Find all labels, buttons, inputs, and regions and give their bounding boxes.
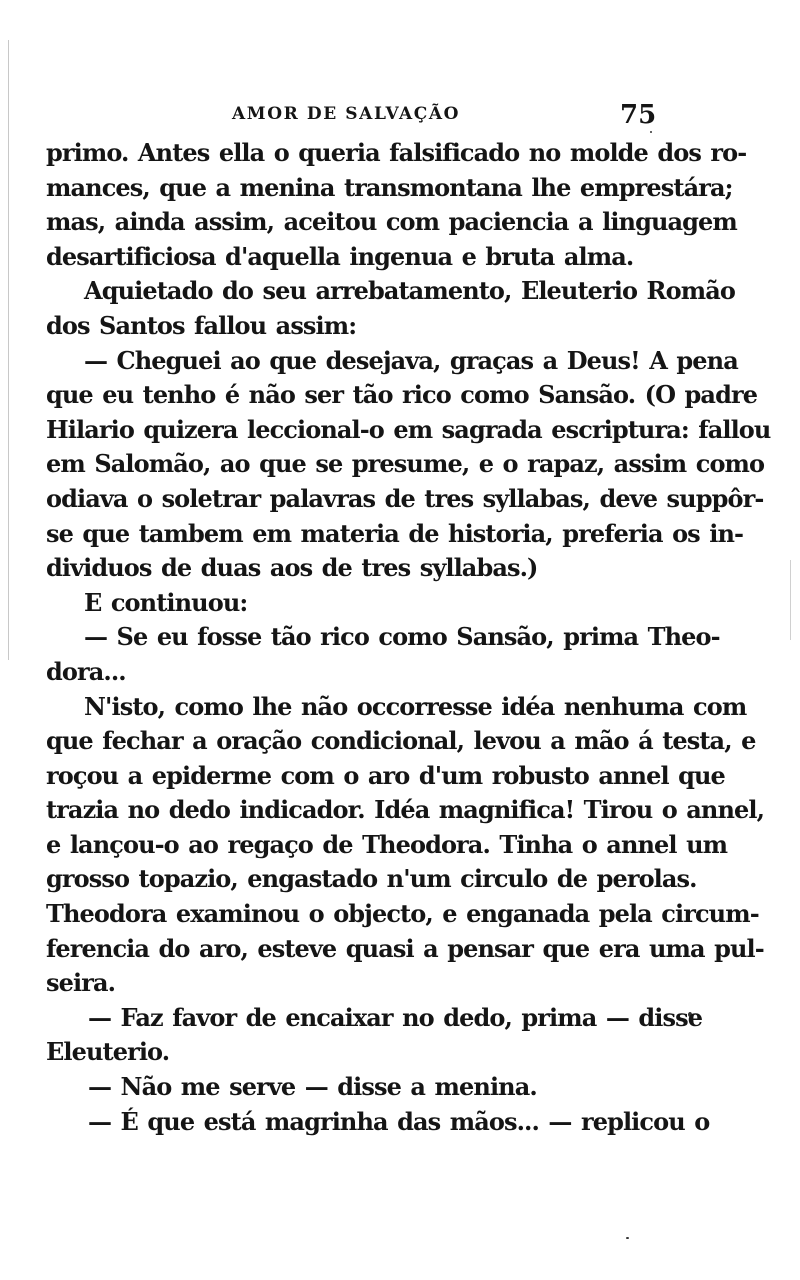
text-line: e lançou-o ao regaço de Theodora. Tinha o annel um xyxy=(46,829,728,859)
text-line: Aquietado do seu arrebatamento, Eleuterio Romão xyxy=(84,276,735,306)
print-speck xyxy=(626,1237,629,1239)
text-line: — Faz favor de encaixar no dedo, prima — disse xyxy=(88,1002,703,1032)
running-title: AMOR DE SALVAÇÃO xyxy=(232,104,461,124)
text-line: em Salomão, ao que se presume, e o rapaz, assim como xyxy=(46,449,765,479)
text-line: ferencia do aro, esteve quasi a pensar que era uma pul- xyxy=(46,933,764,963)
text-line: que fechar a oração condicional, levou a mão á testa, e xyxy=(46,726,756,756)
text-line: mances, que a menina transmontana lhe emprestára; xyxy=(46,172,733,202)
text-line: grosso topazio, engastado n'um circulo de perolas. xyxy=(46,864,697,894)
text-line: Eleuterio. xyxy=(46,1037,170,1067)
text-line: odiava o soletrar palavras de tres syllabas, deve suppôr- xyxy=(46,483,764,513)
text-line: que eu tenho é não ser tão rico como Sansão. (O padre xyxy=(46,380,758,410)
text-line: roçou a epiderme com o aro d'um robusto annel que xyxy=(46,760,725,790)
text-line: mas, ainda assim, aceitou com paciencia a linguagem xyxy=(46,207,737,237)
text-line: se que tambem em materia de historia, preferia os in- xyxy=(46,518,744,548)
text-line: — É que está magrinha das mãos... — replicou o xyxy=(88,1106,710,1136)
text-line: trazia no dedo indicador. Idéa magnifica! Tirou o annel, xyxy=(46,795,765,825)
text-line: dividuos de duas aos de tres syllabas.) xyxy=(46,553,538,583)
text-line: seira. xyxy=(46,968,116,998)
text-line: dos Santos fallou assim: xyxy=(46,310,357,340)
body-text xyxy=(46,136,771,1139)
text-line: Hilario quizera leccional-o em sagrada escriptura: fallou xyxy=(46,414,771,444)
text-line: — Não me serve — disse a menina. xyxy=(88,1072,537,1102)
page-number: 75 xyxy=(620,100,657,130)
text-line: Theodora examinou o objecto, e enganada pela circum- xyxy=(46,899,759,929)
scan-edge-line xyxy=(790,560,791,640)
text-line: dora... xyxy=(46,656,126,686)
scan-edge-line xyxy=(8,40,9,660)
page-header xyxy=(0,100,800,132)
text-line: desartificiosa d'aquella ingenua e bruta alma. xyxy=(46,241,634,271)
text-line: primo. Antes ella o queria falsificado no molde dos ro- xyxy=(46,138,747,167)
text-line: N'isto, como lhe não occorresse idéa nenhuma com xyxy=(84,691,747,721)
text-line: — Cheguei ao que desejava, graças a Deus! A pena xyxy=(84,345,738,375)
text-line: — Se eu fosse tão rico como Sansão, prima Theo- xyxy=(84,622,720,652)
text-line: E continuou: xyxy=(84,587,248,617)
